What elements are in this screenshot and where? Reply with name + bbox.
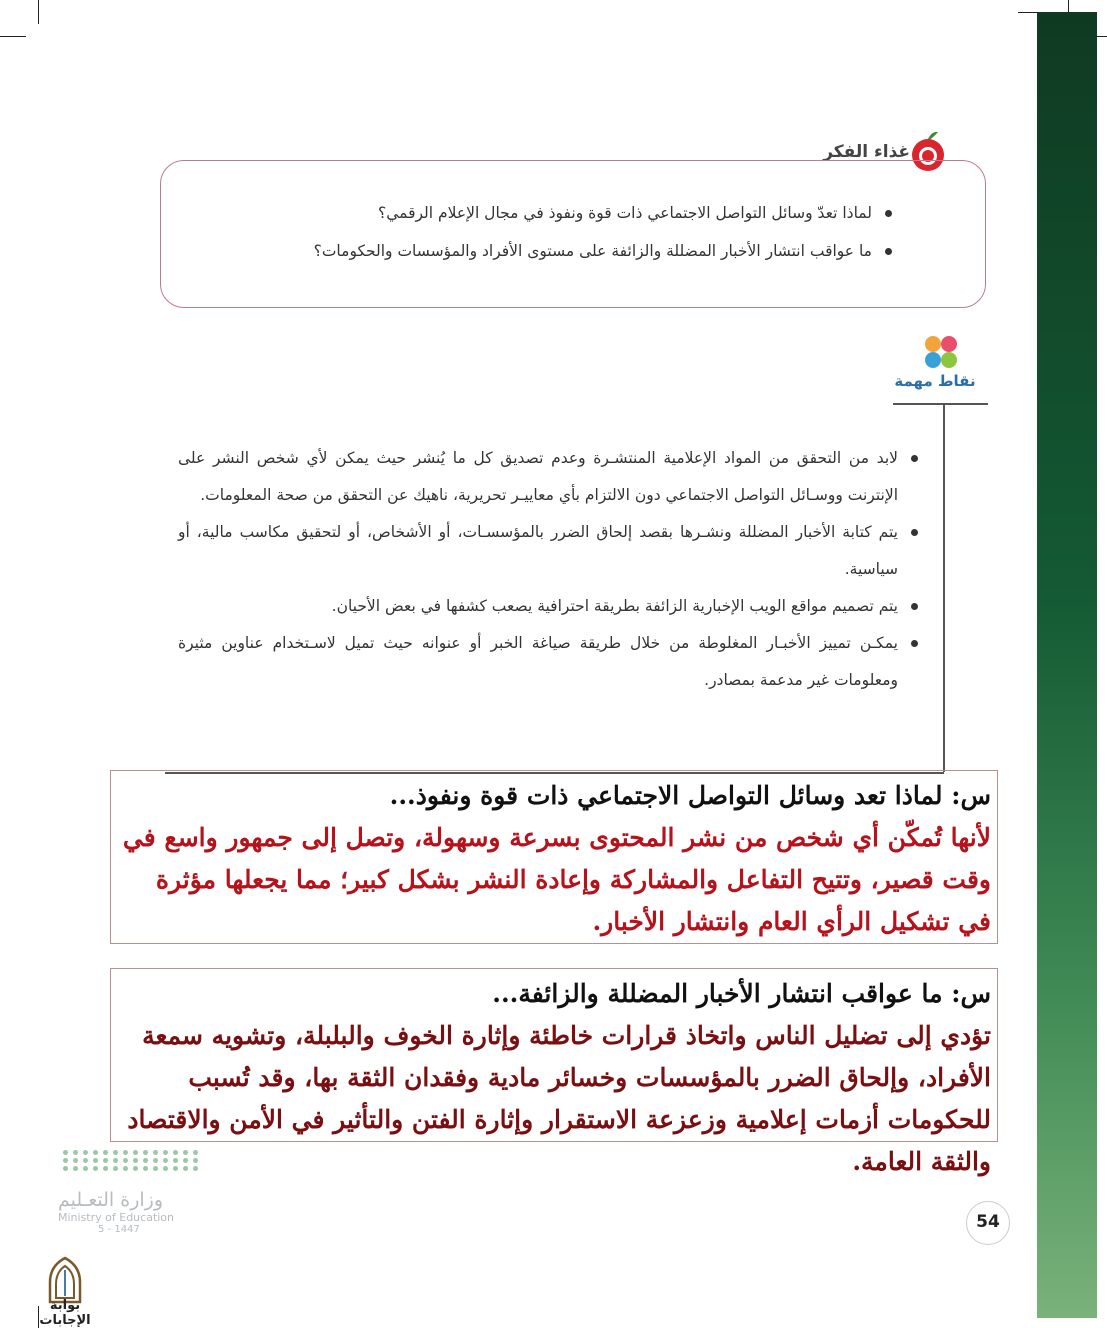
- answer-text: لأنها تُمكّن أي شخص من نشر المحتوى بسرعة وسهولة، وتصل إلى جمهور واسع في وقت قصير، وتتيح التفاعل والمشاركة وإعادة النشر بشكل كبير؛ مما يجعلها مؤثرة في تشكيل الرأي العام وانتشار الأخبار.: [122, 823, 991, 936]
- point-text: يتم تصميم مواقع الويب الإخبارية الزائفة بطريقة احترافية يصعب كشفها في بعض الأحيان.: [331, 597, 898, 615]
- answer-text: تؤدي إلى تضليل الناس واتخاذ قرارات خاطئة وإثارة الخوف والبلبلة، وتشويه سمعة الأفراد، وإلحاق الضرر بالمؤسسات وخسائر مادية وفقدان الثقة بها، وقد تُسبب للحكومات أزمات إعلامية وزعزعة الاستقرار وإثارة الفتن والتأثير في الأمن والاقتصاد والثقة العامة.: [127, 1021, 991, 1176]
- bullet-icon: [911, 529, 918, 536]
- bullet-icon: [911, 603, 918, 610]
- list-item: [252, 236, 892, 274]
- important-points-list: [178, 440, 918, 699]
- answer-question: س: لماذا تعد وسائل التواصل الاجتماعي ذات قوة ونفوذ...: [389, 781, 991, 810]
- bullet-icon: [911, 455, 918, 462]
- food-for-thought-list: [252, 198, 892, 274]
- answer-box: [110, 770, 998, 944]
- ministry-logo: [58, 1150, 198, 1270]
- list-item: [252, 198, 892, 236]
- ministry-year: 5 - 1447: [98, 1224, 140, 1235]
- food-for-thought-title: غذاء الفكر: [823, 142, 910, 162]
- important-points-title: نقاط مهمة: [894, 372, 976, 390]
- bullet-icon: [911, 640, 918, 647]
- list-item: [178, 588, 918, 625]
- list-item: [178, 514, 918, 588]
- question-text: ما عواقب انتشار الأخبار المضللة والزائفة على مستوى الأفراد والمؤسسات والحكومات؟: [313, 242, 872, 260]
- point-text: يتم كتابة الأخبار المضللة ونشـرها بقصد إلحاق الضرر بالمؤسسـات، أو الأشخاص، أو لتحقيق مكاسب مالية، أو سياسية.: [178, 523, 898, 578]
- petals-icon: [921, 334, 961, 370]
- green-side-band: [1037, 12, 1097, 1318]
- point-text: يمكـن تمييز الأخبـار المغلوطة من خلال طريقة صياغة الخبر أو عنوانه حيث تميل لاسـتخدام عناوين مثيرة ومعلومات غير مدعمة بمصادر.: [178, 634, 898, 689]
- site-logo-text: بوابة الإجابات: [39, 1298, 91, 1328]
- point-text: لابد من التحقق من المواد الإعلامية المنتشـرة وعدم تصديق كل ما يُنشر حيث يمكن لأي شخص النشر على الإنترنت ووسـائل التواصل الاجتماعي دون الالتزام بأي معاييـر تحريرية، ناهيك عن التحقق من صحة المعلومات.: [178, 449, 898, 504]
- ministry-english-name: Ministry of Education: [58, 1211, 175, 1224]
- bullet-icon: [885, 248, 892, 255]
- list-item: [178, 625, 918, 699]
- answer-box: [110, 968, 998, 1176]
- question-text: لماذا تعدّ وسائل التواصل الاجتماعي ذات قوة ونفوذ في مجال الإعلام الرقمي؟: [377, 204, 872, 222]
- title-underline: [893, 403, 988, 405]
- crop-mark: [38, 0, 39, 24]
- bullet-icon: [885, 210, 892, 217]
- list-item: [178, 440, 918, 514]
- ministry-arabic-name: وزارة التعـليم: [58, 1189, 164, 1211]
- site-logo-icon: [42, 1256, 88, 1304]
- ministry-dots-icon: [62, 1150, 198, 1171]
- page-number: 54: [966, 1201, 1010, 1245]
- answer-question: س: ما عواقب انتشار الأخبار المضللة والزائفة...: [492, 979, 991, 1008]
- crop-mark: [0, 36, 26, 37]
- divider-line: [943, 404, 945, 772]
